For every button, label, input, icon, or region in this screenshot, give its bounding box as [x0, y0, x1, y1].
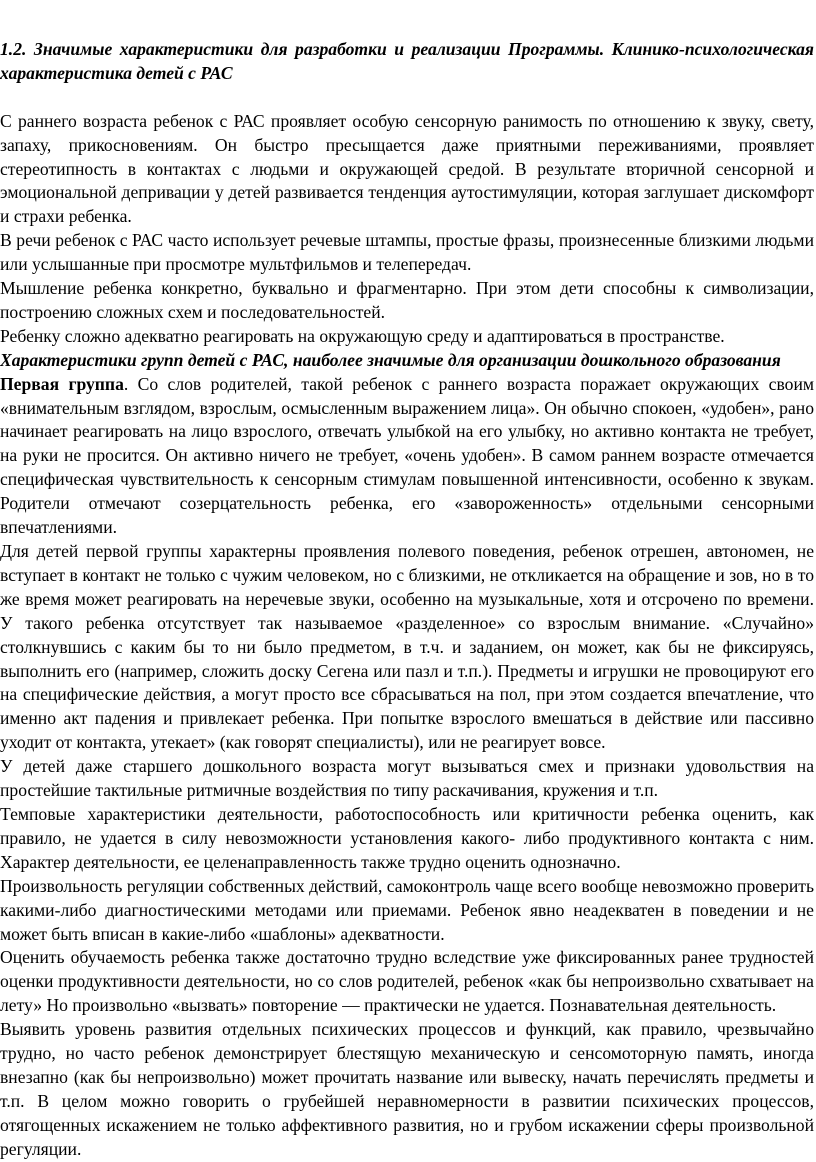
paragraph-regulation: Произвольность регуляции собственных действий, самоконтроль чаще всего вообще невозможно проверить какими-либо диагностическими методами или приемами. Ребенок явно неадекватен в поведении и не может быть вписан в какие-либо «шаблоны» адекватности. [0, 875, 814, 944]
paragraph-thinking: Мышление ребенка конкретно, буквально и фрагментарно. При этом дети способны к символизации, построению сложных схем и последовательностей. [0, 278, 814, 322]
paragraph-first-group [0, 373, 814, 540]
first-group-lead: Первая группа [0, 373, 124, 394]
groups-subheading: Характеристики групп детей с РАС, наиболее значимые для организации дошкольного образования [0, 349, 781, 370]
first-group-text: . Со слов родителей, такой ребенок с раннего возраста поражает окружающих своим «внимательным взглядом, взрослым, осмысленным выражением лица». Он обычно спокоен, «удобен», рано начинает реагировать на лицо взрослого, отвечать улыбкой на его улыбку, но активно контакта не требует, на руки не просится. Он активно ничего не требует, «очень удобен». В самом раннем возрасте отмечается специфическая чувствительность к сенсорным стимулам повышенной интенсивности, особенно к звукам. Родители отмечают созерцательность ребенка, его «завороженность» отдельными сенсорными впечатлениями. [0, 373, 814, 538]
paragraph-older-children: У детей даже старшего дошкольного возраста могут вызываться смех и признаки удовольствия на простейшие тактильные ритмичные воздействия по типу раскачивания, кружения и т.п. [0, 756, 814, 801]
section-heading: 1.2. Значимые характеристики для разработки и реализации Программы. Клинико-психологическая характеристика детей с РАС [0, 39, 814, 83]
document-page [0, 38, 814, 1162]
paragraph-sensory: С раннего возраста ребенок с РАС проявляет особую сенсорную ранимость по отношению к звуку, свету, запаху, прикосновениям. Он быстро пресыщается даже приятными переживаниями, проявляет стереотипность в контактах с людьми и окружающей средой. В результате вторичной сенсорной и эмоциональной депривации у детей развивается тенденция аутостимуляции, которая заглушает дискомфорт и страхи ребенка. [0, 110, 814, 227]
paragraph-tempo: Темповые характеристики деятельности, работоспособность или критичности ребенка оценить, как правило, не удается в силу невозможности установления какого- либо продуктивного контакта с ним. Характер деятельности, ее целенаправленность также трудно оценить однозначно. [0, 803, 814, 872]
paragraph-field-behavior: Для детей первой группы характерны проявления полевого поведения, ребенок отрешен, автономен, не вступает в контакт не только с чужим человеком, но с близкими, не откликается на обращение и зов, но в то же время может реагировать на неречевые звуки, особенно на музыкальные, хотя и отсрочено по времени. У такого ребенка отсутствует так называемое «разделенное» со взрослым внимание. «Случайно» столкнувшись с каким бы то ни было предметом, в т.ч. и заданием, он может, как бы не фиксируясь, выполнить его (например, сложить доску Сегена или пазл и т.п.). Предметы и игрушки не провоцируют его на специфические действия, а могут просто все сбрасываться на пол, при этом создается впечатление, что именно акт падения и привлекает ребенка. При попытке взрослого вмешаться в действие или пассивно уходит от контакта, утекает» (как говорят специалисты), или не реагирует вовсе. [0, 541, 814, 753]
spacer [0, 86, 814, 110]
paragraph-cognitive: Выявить уровень развития отдельных психических процессов и функций, как правило, чрезвычайно трудно, но часто ребенок демонстрирует блестящую механическую и сенсомоторную память, иногда внезапно (как бы непроизвольно) может прочитать название или вывеску, начать перечислять предметы и т.п. В целом можно говорить о грубейшей неравномерности в развитии психических процессов, отягощенных искажением не только аффективного развития, но и грубом искажении сферы произвольной регуляции. [0, 1019, 814, 1159]
paragraph-adaptation: Ребенку сложно адекватно реагировать на окружающую среду и адаптироваться в пространстве. [0, 325, 725, 346]
paragraph-learnability: Оценить обучаемость ребенка также достаточно трудно вследствие уже фиксированных ранее трудностей оценки продуктивности деятельности, но со слов родителей, ребенок «как бы непроизвольно схватывает на лету» Но произвольно «вызвать» повторение — практически не удается. Познавательная деятельность. [0, 947, 814, 1016]
paragraph-speech: В речи ребенок с РАС часто использует речевые штампы, простые фразы, произнесенные близкими людьми или услышанные при просмотре мультфильмов и телепередач. [0, 230, 814, 275]
